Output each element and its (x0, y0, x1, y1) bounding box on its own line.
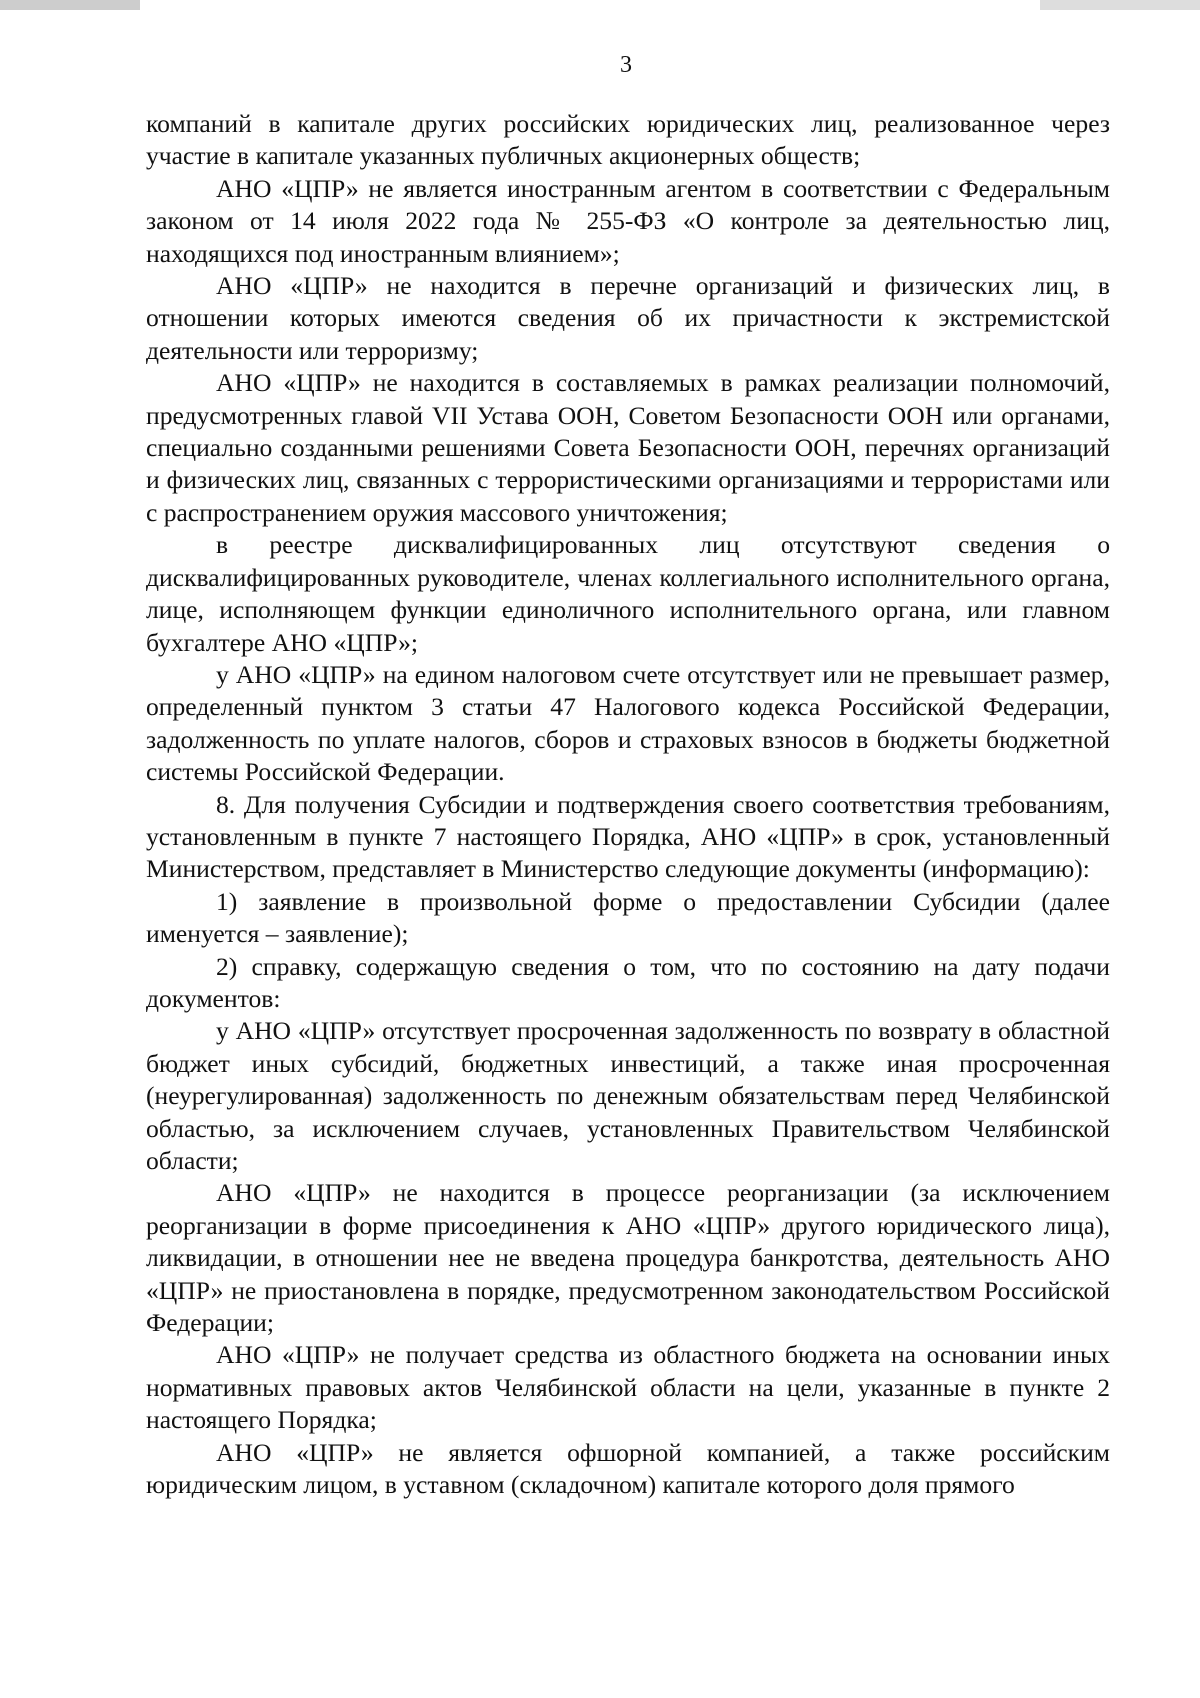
paragraph: 2) справку, содержащую сведения о том, что по состоянию на дату подачи документов: (146, 951, 1110, 1013)
paragraph: компаний в капитале других российских юридических лиц, реализованное через участие в капитале указанных публичных акционерных обществ; (146, 109, 1110, 171)
paragraph: АНО «ЦПР» не получает средства из областного бюджета на основании иных нормативных правовых актов Челябинской области на цели, указанные в пункте 2 настоящего Порядка; (146, 1340, 1110, 1435)
paragraph: у АНО «ЦПР» на едином налоговом счете отсутствует или не превышает размер, определенный пунктом 3 статьи 47 Налогового кодекса Российской Федерации, задолженность по уплате налогов, сборов и страховых взносов в бюджеты бюджетной системы Российской Федерации. (146, 659, 1110, 787)
paragraph: АНО «ЦПР» не находится в составляемых в рамках реализации полномочий, предусмотренных главой VII Устава ООН, Советом Безопасности ООН или органами, специально созданными решениями Совета Безопасности ООН, перечнях организаций и физических лиц, связанных с террористическими организациями и террористами или с распространением оружия массового уничтожения; (146, 368, 1110, 527)
scan-edge-mark (0, 0, 140, 10)
page-number: 3 (620, 52, 632, 78)
paragraph: АНО «ЦПР» не находится в процессе реорганизации (за исключением реорганизации в форме присоединения к АНО «ЦПР» другого юридического лица), ликвидации, в отношении нее не введена процедура банкротства, деятельность АНО «ЦПР» не приостановлена в порядке, предусмотренном законодательством Российской Федерации; (146, 1178, 1110, 1338)
paragraph: АНО «ЦПР» не находится в перечне организаций и физических лиц, в отношении которых имеются сведения об их причастности к экстремистской деятельности или терроризму; (146, 271, 1110, 365)
document-body (146, 108, 1110, 1501)
paragraph: 8. Для получения Субсидии и подтверждения своего соответствия требованиям, установленным в пункте 7 настоящего Порядка, АНО «ЦПР» в срок, установленный Министерством, представляет в Министерство следующие документы (информацию): (146, 789, 1110, 884)
scan-edge-mark (1040, 0, 1200, 10)
paragraph: АНО «ЦПР» не является офшорной компанией, а также российским юридическим лицом, в уставном (складочном) капитале которого доля прямого (146, 1437, 1110, 1500)
paragraph: у АНО «ЦПР» отсутствует просроченная задолженность по возврату в областной бюджет иных субсидий, бюджетных инвестиций, а также иная просроченная (неурегулированная) задолженность по денежным обязательствам перед Челябинской областью, за исключением случаев, установленных Правительством Челябинской области; (146, 1016, 1110, 1175)
paragraph: АНО «ЦПР» не является иностранным агентом в соответствии с Федеральным законом от 14 июля 2022 года № 255-ФЗ «О контроле за деятельностью лиц, находящихся под иностранным влиянием»; (146, 173, 1110, 268)
paragraph: в реестре дисквалифицированных лиц отсутствуют сведения о дисквалифицированных руководителе, членах коллегиального исполнительного органа, лице, исполняющем функции единоличного исполнительного органа, или главном бухгалтере АНО «ЦПР»; (146, 530, 1110, 657)
paragraph: 1) заявление в произвольной форме о предоставлении Субсидии (далее именуется – заявление); (146, 886, 1110, 949)
